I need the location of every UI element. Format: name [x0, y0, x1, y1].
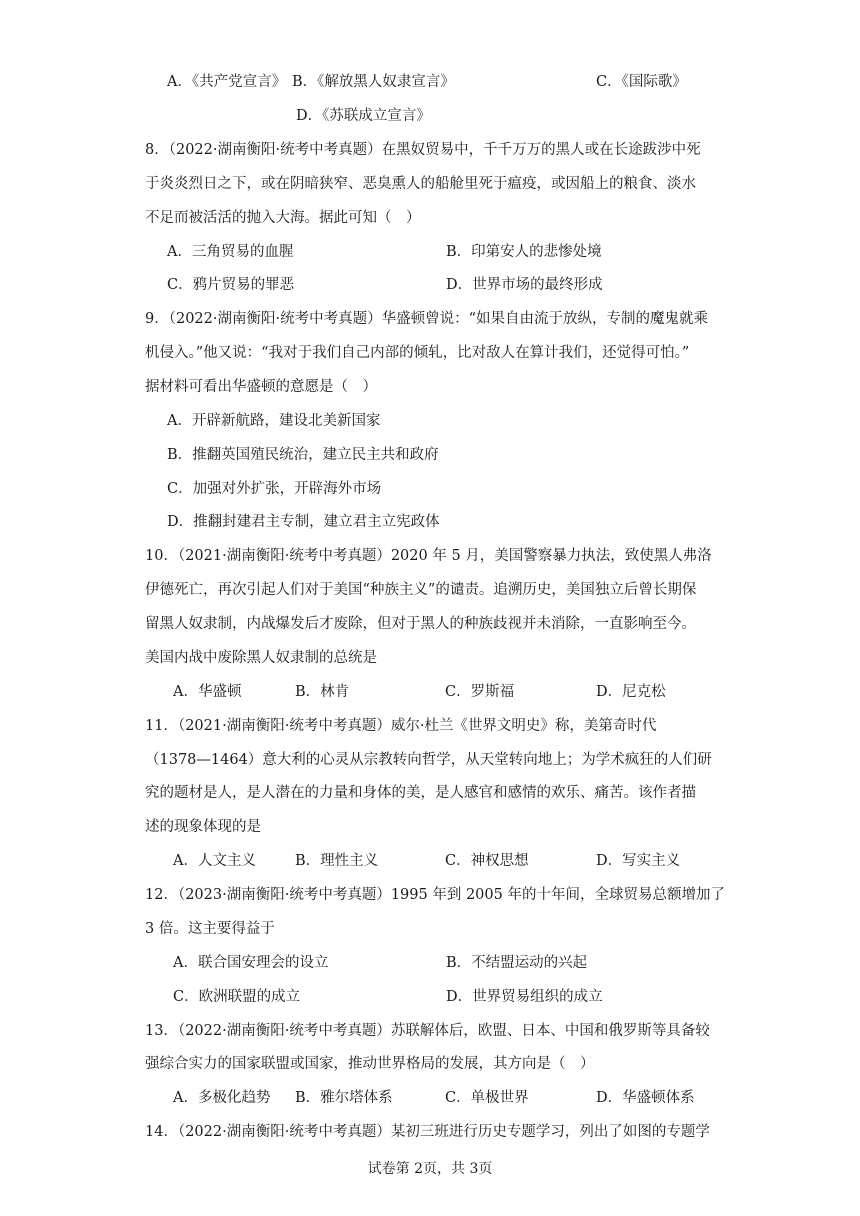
q13-option-c: C．单极世界 [445, 1090, 529, 1106]
q10-option-c: C．罗斯福 [445, 684, 515, 700]
q11-stem-line-4: 述的现象体现的是 [145, 819, 261, 835]
q11-option-c: C．神权思想 [445, 853, 529, 869]
q10-stem-line-1: 10．（2021·湖南衡阳·统考中考真题）2020 年 5 月，美国警察暴力执法，致使黑人弗洛 [145, 548, 712, 564]
q10-option-d: D．尼克松 [596, 684, 666, 700]
q12-stem-line-1: 12．（2023·湖南衡阳·统考中考真题）1995 年到 2005 年的十年间，全球贸易总额增加了 [145, 887, 725, 903]
q8-option-b: B．印第安人的悲惨处境 [446, 244, 602, 260]
q8-stem-line-3: 不足而被活活的抛入大海。据此可知（ ） [145, 210, 421, 226]
q11-option-d: D．写实主义 [596, 853, 681, 869]
q10-stem-line-4: 美国内战中废除黑人奴隶制的总统是 [145, 650, 377, 666]
q11-stem-line-2: （1378—1464）意大利的心灵从宗教转向哲学，从天堂转向地上；为学术疯狂的人们研 [145, 752, 712, 768]
q11-option-a: A．人文主义 [173, 853, 256, 869]
q11-option-b: B．理性主义 [295, 853, 379, 869]
q7-option-d: D．《苏联成立宣言》 [296, 108, 431, 124]
q8-stem-line-1: 8．（2022·湖南衡阳·统考中考真题）在黑奴贸易中，千千万万的黑人或在长途跋涉中死 [145, 142, 701, 158]
q7-option-c: C．《国际歌》 [596, 74, 687, 90]
q8-option-c: C．鸦片贸易的罪恶 [167, 277, 295, 293]
q9-stem-line-3: 据材料可看出华盛顿的意愿是（ ） [145, 379, 377, 395]
q11-stem-line-1: 11．（2021·湖南衡阳·统考中考真题）威尔·杜兰《世界文明史》称，美第奇时代 [145, 718, 657, 734]
q9-stem-line-2: 机侵入。”他又说：“我对于我们自己内部的倾轧，比对敌人在算计我们，还觉得可怕。” [145, 345, 690, 361]
q7-option-a: A．《共产党宣言》 [167, 74, 287, 90]
q12-stem-line-2: 3 倍。这主要得益于 [145, 921, 275, 937]
q10-stem-line-3: 留黑人奴隶制，内战爆发后才废除，但对于黑人的种族歧视并未消除，一直影响至今。 [145, 616, 696, 632]
q9-option-d: D．推翻封建君主专制，建立君主立宪政体 [167, 514, 440, 530]
q8-option-a: A．三角贸易的血腥 [167, 244, 294, 260]
q9-option-c: C．加强对外扩张，开辟海外市场 [167, 481, 382, 497]
q9-stem-line-1: 9．（2022·湖南衡阳·统考中考真题）华盛顿曾说：“如果自由流于放纵，专制的魔鬼就乘 [145, 311, 709, 327]
q12-option-c: C．欧洲联盟的成立 [173, 989, 301, 1005]
q13-stem-line-1: 13．（2022·湖南衡阳·统考中考真题）苏联解体后，欧盟、日本、中国和俄罗斯等具备较 [145, 1023, 710, 1039]
q10-stem-line-2: 伊德死亡，再次引起人们对于美国“种族主义”的谴责。追溯历史，美国独立后曾长期保 [145, 582, 697, 598]
q10-option-a: A．华盛顿 [173, 684, 242, 700]
q14-stem-line-1: 14．（2022·湖南衡阳·统考中考真题）某初三班进行历史专题学习，列出了如图的专题学 [145, 1124, 710, 1140]
q12-option-a: A．联合国安理会的设立 [173, 955, 329, 971]
q8-option-d: D．世界市场的最终形成 [446, 277, 603, 293]
q12-option-d: D．世界贸易组织的成立 [446, 989, 603, 1005]
q13-option-d: D．华盛顿体系 [596, 1090, 695, 1106]
q10-option-b: B．林肯 [295, 684, 350, 700]
q11-stem-line-3: 究的题材是人，是人潜在的力量和身体的美，是人感官和感情的欢乐、痛苦。该作者描 [145, 785, 696, 801]
q12-option-b: B．不结盟运动的兴起 [446, 955, 588, 971]
q9-option-b: B．推翻英国殖民统治，建立民主共和政府 [167, 447, 439, 463]
q13-option-a: A．多极化趋势 [173, 1090, 271, 1106]
q13-stem-line-2: 强综合实力的国家联盟或国家，推动世界格局的发展，其方向是（ ） [145, 1056, 595, 1072]
q7-option-b: B．《解放黑人奴隶宣言》 [292, 74, 455, 90]
q13-option-b: B．雅尔塔体系 [295, 1090, 393, 1106]
page-footer: 试卷第 2页，共 3页 [367, 1161, 493, 1177]
q8-stem-line-2: 于炎炎烈日之下，或在阴暗狭窄、恶臭熏人的船舱里死于瘟疫，或因船上的粮食、淡水 [145, 176, 696, 192]
q9-option-a: A．开辟新航路，建设北美新国家 [167, 413, 381, 429]
